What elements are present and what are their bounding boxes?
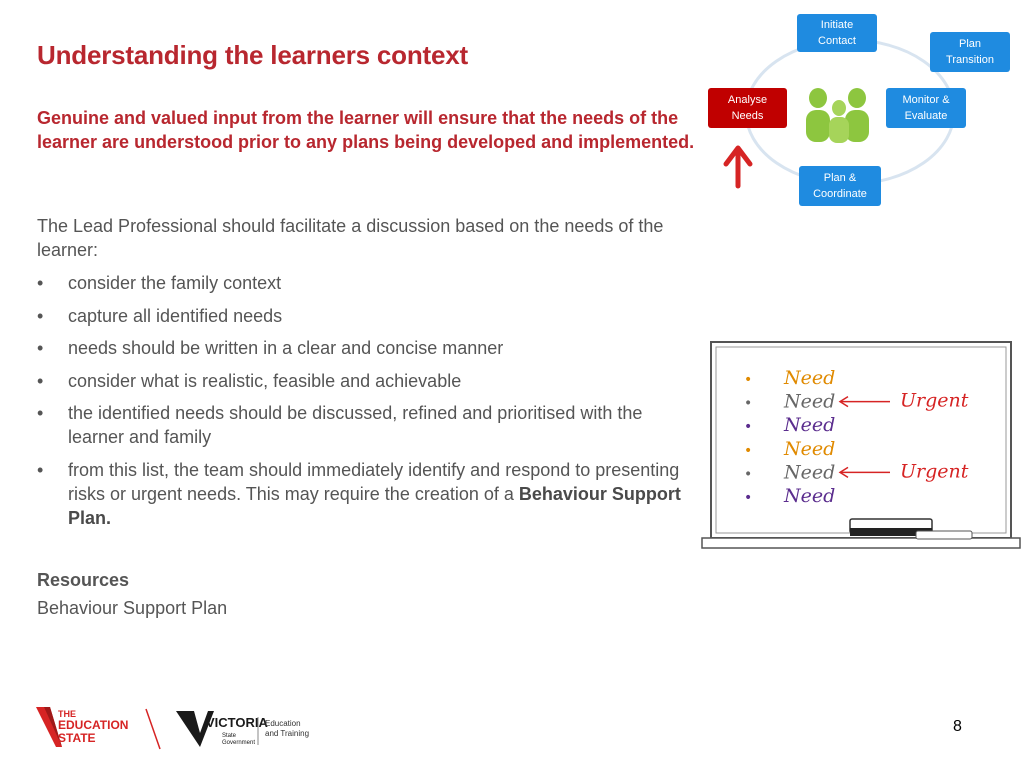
list-item: • the identified needs should be discussed, refined and prioritised with the learner and family [37, 403, 643, 447]
bullet-dot: • [37, 459, 44, 480]
whiteboard-need-text: Need [784, 390, 836, 413]
victoria-logo-mark [176, 707, 326, 749]
slide-subtitle: Genuine and valued input from the learner will ensure that the needs of the learner are understood prior to any plans being developed and implemented. [37, 108, 695, 152]
cycle-node-initiate-contact[interactable]: Initiate Contact [797, 14, 877, 52]
logo-text-state-sm: State [222, 733, 237, 739]
logo-text-education: EDUCATION [58, 718, 129, 732]
cycle-node-monitor-evaluate[interactable]: Monitor & Evaluate [886, 88, 966, 128]
whiteboard-urgent-label: Urgent [900, 460, 969, 483]
whiteboard-need-text: Need [784, 485, 836, 507]
whiteboard-bullet: • [744, 372, 753, 388]
arrow-up-icon [726, 148, 750, 186]
bullet-dot: • [37, 273, 44, 293]
resources-link-behaviour-support-plan[interactable]: Behaviour Support Plan [37, 598, 228, 618]
list-item: • consider what is realistic, feasible and achievable [37, 370, 462, 391]
whiteboard-need-text: Need [784, 414, 836, 437]
logo-text-the: THE [58, 709, 76, 719]
page-number: 8 [953, 718, 962, 735]
list-item: • needs should be written in a clear and concise manner [37, 338, 504, 358]
list-item: • consider the family context [37, 273, 282, 293]
logo-text-victoria: VICTORIA [206, 715, 268, 730]
whiteboard-need-text: Need [784, 461, 836, 484]
list-item: • from this list, the team should immediately identify and respond to presenting risks or urgent needs. This may require the creation of a Behaviour Support Plan. [37, 459, 681, 528]
case-management-cycle-diagram [700, 10, 1020, 210]
logo-text-education-dept: Education [265, 719, 301, 728]
logo-text-state: STATE [58, 731, 96, 745]
people-icon [806, 88, 869, 143]
behaviour-support-plan-emphasis: Behaviour Support Plan. [68, 483, 681, 528]
whiteboard-bullet: • [744, 395, 753, 412]
whiteboard-bullet: • [744, 466, 753, 483]
whiteboard-svg [700, 338, 1022, 554]
whiteboard-need-text: Need [784, 367, 836, 389]
whiteboard-need-text: Need [784, 437, 836, 460]
whiteboard-bullet: • [744, 442, 753, 459]
bullet-dot: • [37, 338, 44, 358]
logo-text-and-training: and Training [265, 729, 310, 738]
education-state-logo-mark [36, 705, 164, 751]
list-item: • capture all identified needs [37, 305, 283, 326]
whiteboard-bullet: • [744, 490, 753, 506]
logo-text-government: Government [222, 740, 256, 746]
cycle-node-analyse-needs[interactable]: Analyse Needs [708, 88, 787, 128]
needs-bullet-list [37, 271, 687, 538]
bullet-dot: • [37, 403, 44, 423]
whiteboard-bullet: • [744, 419, 753, 436]
cycle-node-plan-coordinate[interactable]: Plan & Coordinate [799, 166, 881, 206]
slide-title: Understanding the learners context [37, 40, 468, 70]
education-state-logo [36, 705, 164, 756]
whiteboard-illustration [700, 338, 1022, 554]
resources-heading: Resources [37, 570, 130, 590]
cycle-node-plan-transition[interactable]: Plan Transition [930, 32, 1010, 72]
bullet-dot: • [37, 370, 44, 391]
intro-text: The Lead Professional should facilitate a discussion based on the needs of the learner: [37, 216, 664, 260]
bullet-dot: • [37, 305, 44, 326]
victoria-government-logo [176, 707, 326, 754]
whiteboard-urgent-label: Urgent [900, 389, 969, 412]
